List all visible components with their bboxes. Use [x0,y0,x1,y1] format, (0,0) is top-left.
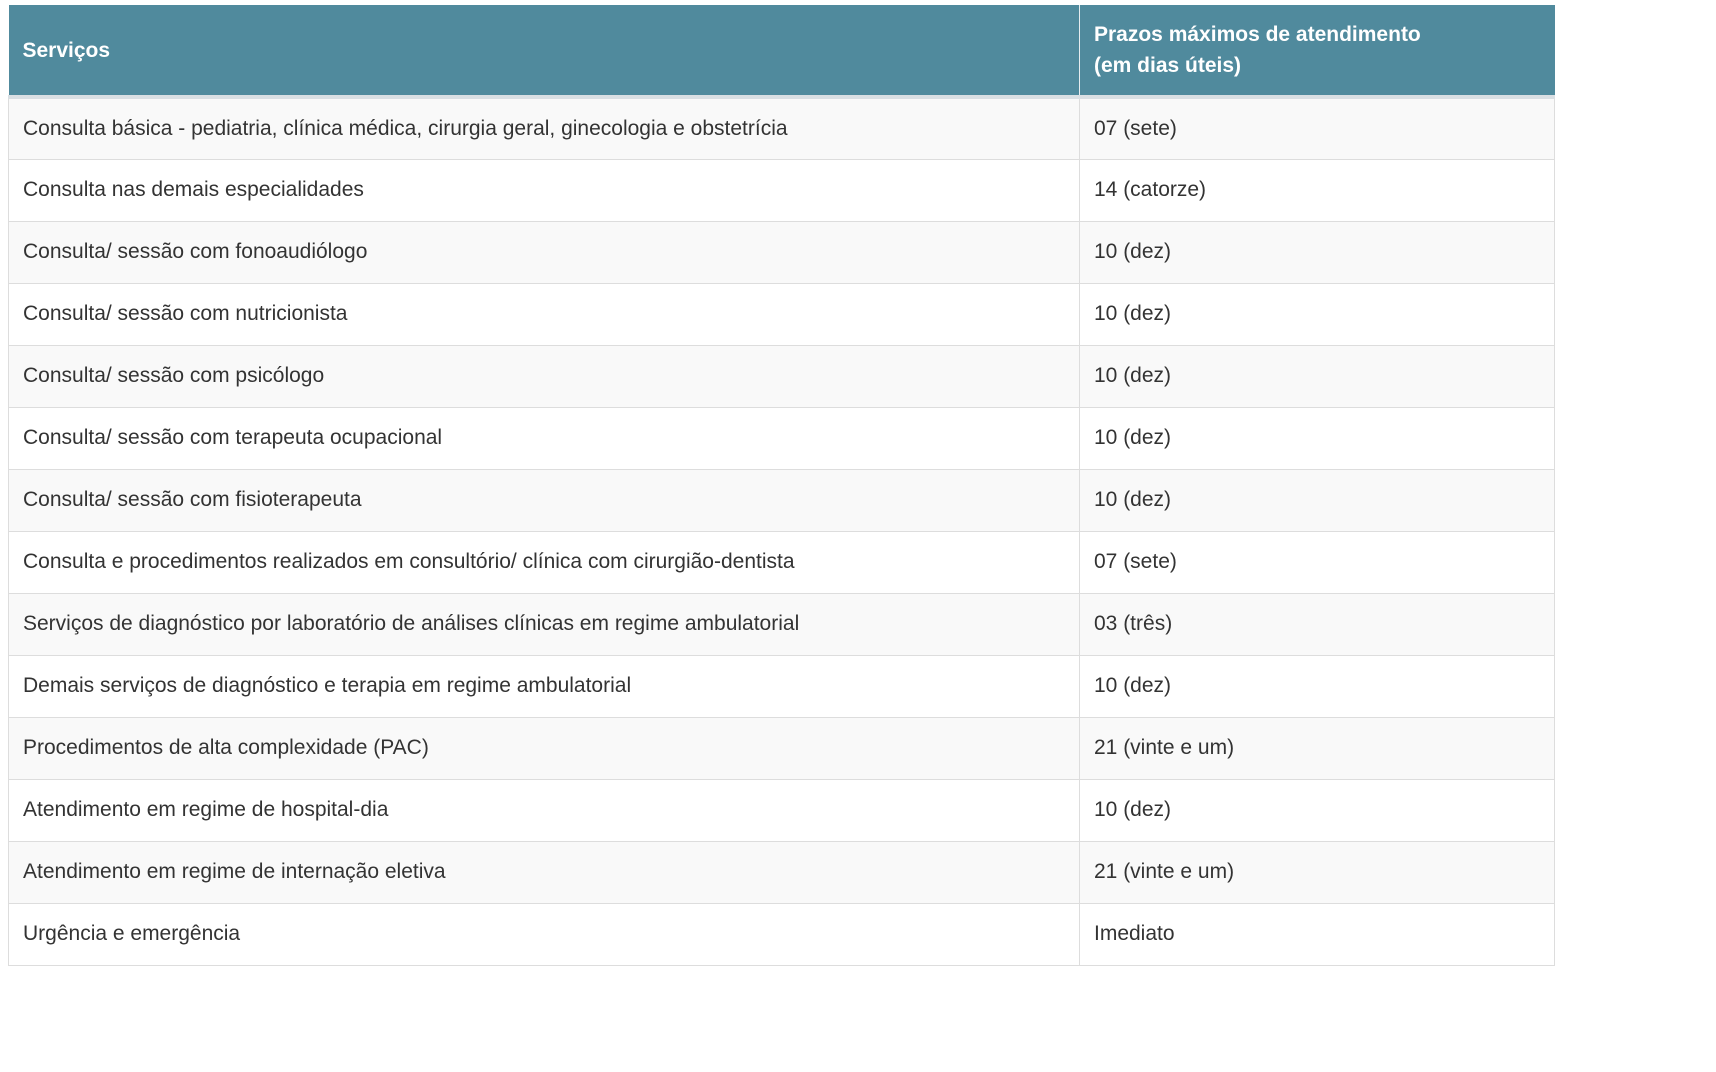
table-row [9,97,1555,159]
service-cell: Consulta/ sessão com terapeuta ocupacional [9,407,1080,469]
deadline-cell: 03 (três) [1080,593,1555,655]
deadline-cell: 10 (dez) [1080,655,1555,717]
service-cell: Consulta e procedimentos realizados em consultório/ clínica com cirurgião-dentista [9,531,1080,593]
deadline-cell: 07 (sete) [1080,531,1555,593]
service-cell: Consulta/ sessão com nutricionista [9,283,1080,345]
table-row [9,283,1555,345]
service-cell: Consulta básica - pediatria, clínica médica, cirurgia geral, ginecologia e obstetrícia [9,97,1080,159]
service-cell: Demais serviços de diagnóstico e terapia em regime ambulatorial [9,655,1080,717]
service-cell: Consulta/ sessão com fonoaudiólogo [9,221,1080,283]
table-row [9,779,1555,841]
service-deadlines-table-container [8,5,1554,966]
deadline-cell: 10 (dez) [1080,469,1555,531]
table-row [9,469,1555,531]
service-deadlines-table [8,5,1555,966]
service-cell: Procedimentos de alta complexidade (PAC) [9,717,1080,779]
deadline-cell: 21 (vinte e um) [1080,841,1555,903]
deadline-cell: 21 (vinte e um) [1080,717,1555,779]
deadline-cell: 07 (sete) [1080,97,1555,159]
service-cell: Consulta/ sessão com psicólogo [9,345,1080,407]
table-row [9,655,1555,717]
table-row [9,717,1555,779]
table-row [9,221,1555,283]
deadline-cell: 10 (dez) [1080,345,1555,407]
table-row [9,841,1555,903]
table-body [9,97,1555,965]
deadline-cell: 10 (dez) [1080,221,1555,283]
header-services [9,5,1080,97]
header-services-label: Serviços [22,38,111,62]
service-cell: Atendimento em regime de internação eletiva [9,841,1080,903]
deadline-cell: 10 (dez) [1080,407,1555,469]
table-row [9,531,1555,593]
service-cell: Consulta nas demais especialidades [9,159,1080,221]
service-cell: Serviços de diagnóstico por laboratório de análises clínicas em regime ambulatorial [9,593,1080,655]
deadline-cell: 10 (dez) [1080,283,1555,345]
service-cell: Atendimento em regime de hospital-dia [9,779,1080,841]
deadline-cell: Imediato [1080,903,1555,965]
service-cell: Consulta/ sessão com fisioterapeuta [9,469,1080,531]
table-row [9,903,1555,965]
table-row [9,593,1555,655]
deadline-cell: 10 (dez) [1080,779,1555,841]
table-row [9,345,1555,407]
deadline-cell: 14 (catorze) [1080,159,1555,221]
header-deadline [1080,5,1555,97]
table-header [9,5,1555,97]
table-row [9,159,1555,221]
header-deadline-line2: (em dias úteis) [1094,54,1242,77]
header-deadline-line1: Prazos máximos de atendimento [1094,23,1421,46]
service-cell: Urgência e emergência [9,903,1080,965]
table-row [9,407,1555,469]
header-row [9,5,1555,97]
